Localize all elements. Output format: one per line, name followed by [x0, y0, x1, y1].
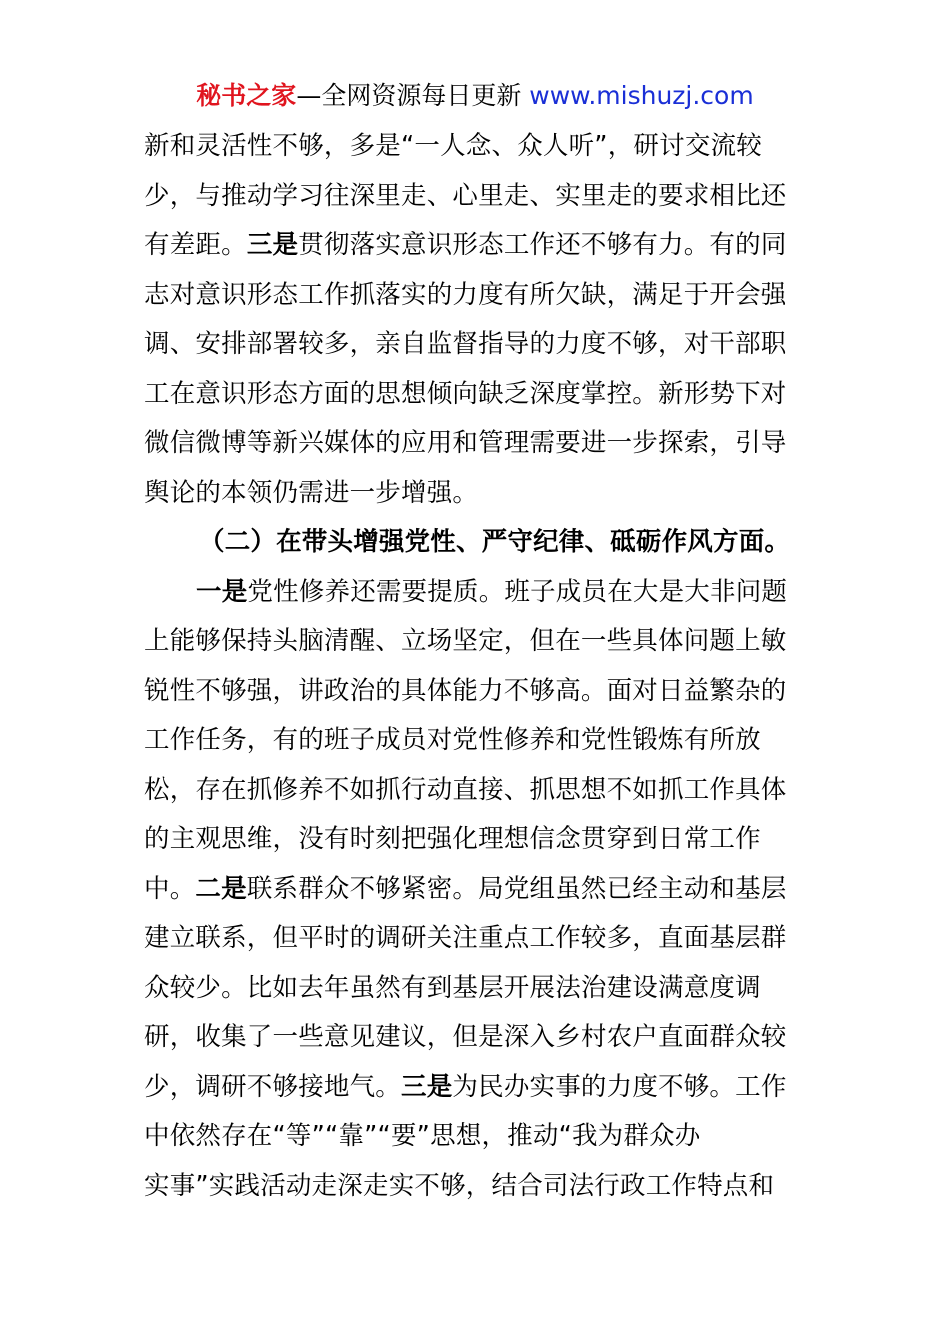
text-line: [144, 617, 810, 667]
text-line: [144, 667, 810, 717]
line-text: 新和灵活性不够，多是“一人念、众人听”，研讨交流较: [144, 131, 762, 161]
item-marker-bold: 一是: [196, 576, 248, 607]
text-line: [144, 1112, 810, 1162]
line-text: 上能够保持头脑清醒、立场坚定，但在一些具体问题上敏: [144, 626, 787, 656]
site-tagline: —全网资源每日更新: [296, 81, 522, 110]
line-text: 微信微博等新兴媒体的应用和管理需要进一步探索，引导: [144, 428, 787, 458]
line-text: 中。: [144, 873, 196, 904]
site-header: [0, 78, 950, 114]
section-heading: [144, 518, 810, 568]
text-line: [144, 1063, 810, 1113]
line-text: 志对意识形态工作抓落实的力度有所欠缺，满足于开会强: [144, 279, 787, 310]
text-line: [144, 221, 810, 271]
line-text: 党性修养还需要提质。班子成员在大是大非问题: [247, 576, 788, 607]
line-text: 锐性不够强，讲政治的具体能力不够高。面对日益繁杂的: [144, 675, 787, 706]
line-text: 联系群众不够紧密。局党组虽然已经主动和基层: [246, 873, 787, 904]
text-line: [144, 172, 810, 222]
text-line: [144, 766, 810, 816]
line-text: 少，调研不够接地气。: [144, 1071, 402, 1102]
text-line: [144, 914, 810, 964]
line-text: 舆论的本领仍需进一步增强。: [144, 477, 479, 508]
line-text: 少，与推动学习往深里走、心里走、实里走的要求相比还: [144, 180, 787, 211]
text-line: [144, 320, 810, 370]
text-line: [144, 716, 810, 766]
text-line: [144, 568, 810, 618]
line-text: 建立联系，但平时的调研关注重点工作较多，直面基层群: [144, 923, 787, 953]
line-text: 众较少。比如去年虽然有到基层开展法治建设满意度调: [144, 972, 761, 1003]
line-text: 贯彻落实意识形态工作还不够有力。有的同: [298, 230, 787, 260]
line-text: 工作任务，有的班子成员对党性修养和党性锻炼有所放: [144, 725, 761, 755]
item-marker-bold: 三是: [401, 1071, 453, 1102]
line-text: 为民办实事的力度不够。工作: [452, 1071, 787, 1102]
text-line: [144, 419, 810, 469]
text-line: [144, 122, 810, 172]
line-text: 的主观思维，没有时刻把强化理想信念贯穿到日常工作: [144, 824, 761, 854]
line-text: 中依然存在“等”“靠”“要”思想，推动“我为群众办: [144, 1121, 701, 1151]
text-line: [144, 865, 810, 915]
line-text: 调、安排部署较多，亲自监督指导的力度不够，对干部职: [144, 329, 787, 359]
text-line: [144, 1013, 810, 1063]
site-url-link[interactable]: www.mishuzj.com: [529, 81, 754, 110]
line-text: 有差距。: [144, 230, 247, 260]
item-marker-bold: 三是: [246, 230, 299, 260]
item-marker-bold: 二是: [195, 873, 247, 904]
section-heading-text: （二）在带头增强党性、严守纪律、砥砺作风方面。: [199, 527, 791, 557]
line-text: 松，存在抓修养不如抓行动直接、抓思想不如抓工作具体: [144, 774, 787, 805]
line-text: 工在意识形态方面的思想倾向缺乏深度掌控。新形势下对: [144, 378, 787, 409]
text-line: [144, 815, 810, 865]
text-line: [144, 271, 810, 321]
site-brand: 秘书之家: [196, 81, 297, 110]
text-line: [144, 1162, 810, 1212]
text-line: [144, 370, 810, 420]
text-line: [144, 469, 810, 519]
line-text: 研，收集了一些意见建议，但是深入乡村农户直面群众较: [144, 1022, 787, 1052]
document-body: [144, 122, 810, 1211]
line-text: 实事”实践活动走深走实不够，结合司法行政工作特点和: [144, 1170, 775, 1201]
text-line: [144, 964, 810, 1014]
